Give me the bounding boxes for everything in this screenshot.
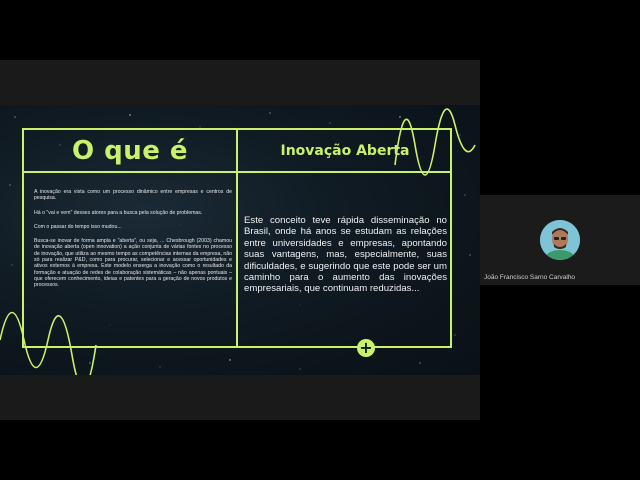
- plus-icon: +: [357, 339, 375, 357]
- left-paragraph: Com o passar do tempo isso mudou...: [34, 223, 122, 230]
- person-avatar-icon: [540, 220, 580, 260]
- left-paragraph: A inovação era vista como um processo dinâmico entre empresas e centros de pesquisa.: [34, 189, 232, 202]
- slide-title-left: O que é: [71, 135, 189, 166]
- presentation-slide: [0, 105, 480, 375]
- left-paragraph: Busca-se inovar de forma ampla e "aberta", ou seja, ... Chesbrough (2003) chamou de inovação aberta (open innovation) a ação conjunta de várias fontes no processo de inovação, que utiliza ao mesmo tempo as competências internas da empresa, não só para realizar P&D, como para procurar, selecionar e acessar oportunidades e ativos externos à empresa. Este modelo enxerga a inovação como o resultado da formação e atuação de redes de colaboração sistemáticas – não apenas pontuais – que oferecem conhecimento, ideias e patentes para a geração de novos produtos e processos.: [34, 238, 232, 289]
- participant-avatar[interactable]: [540, 220, 580, 260]
- shared-screen-area: [0, 60, 480, 420]
- right-column-text: Este conceito teve rápida disseminação no Brasil, onde há anos se estudam as relações entre universidades e empresas, apontando suas vantagens, mas, especialmente, suas dificuldades, e sugerindo que este pode ser um caminho para o aumento das inovações empresariais, que continuam reduzidas...: [244, 215, 447, 295]
- participant-name: João Francisco Sarno Carvalho: [484, 274, 576, 281]
- slide-title-right: Inovação Aberta: [280, 142, 410, 159]
- left-paragraph: Há o "vai e vem" desses atores para a busca pela solução de problemas.: [34, 209, 203, 216]
- left-column-text: [34, 189, 232, 297]
